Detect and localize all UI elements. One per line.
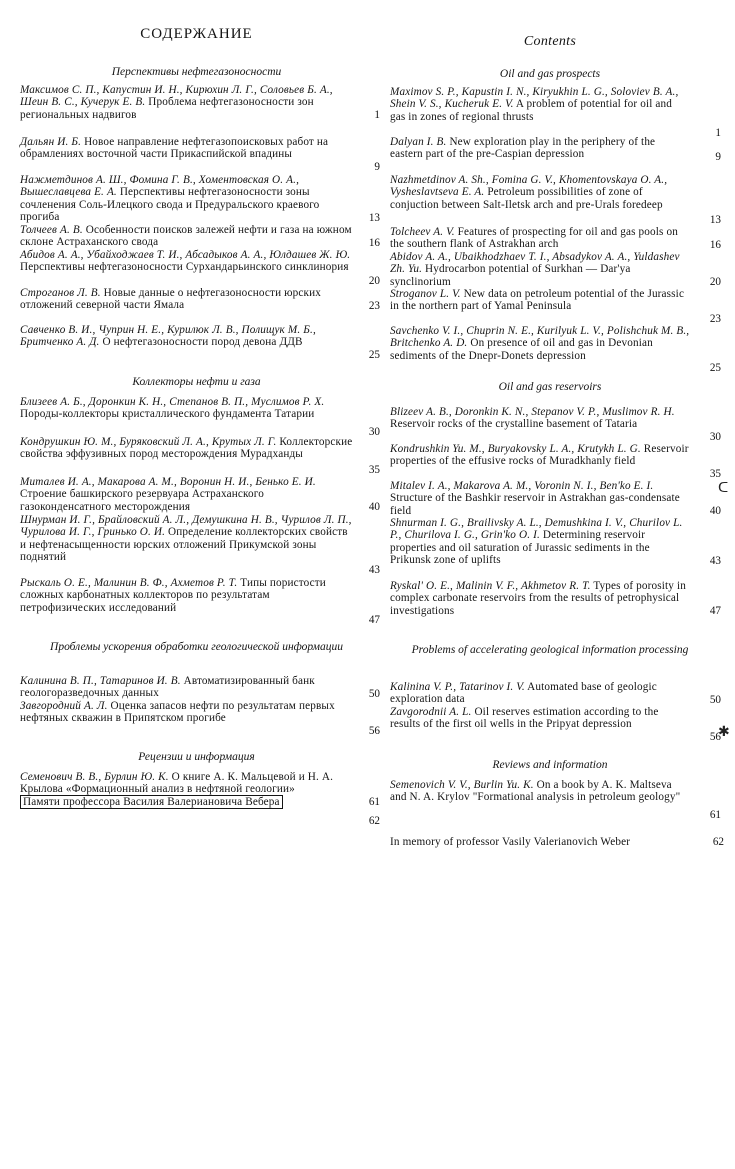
en-entry — [390, 136, 690, 161]
ru-entry — [20, 700, 353, 725]
en-entry-authors: Stroganov L. V. — [390, 288, 461, 300]
ru-entry-title: Строение башкирского резервуара Астраханского газоконденсатного месторождения — [20, 488, 264, 513]
en-entry-page: 13 — [709, 214, 721, 226]
ru-entry-authors: Толчеев А. В. — [20, 224, 83, 236]
ru-entry-title: Особенности поисков залежей нефти и газа на южном склоне Астраханского свода — [20, 224, 352, 249]
en-entry-authors: Dalyan I. B. — [390, 136, 447, 148]
ru-entry — [20, 514, 353, 564]
en-entry-title: Determining reservoir properties and oil saturation of Jurassic sediments in the Prikunsk zone of uplifts — [390, 529, 650, 567]
ru-entry-page: 9 — [374, 161, 380, 173]
ru-entry-title: Проблема нефтегазоносности зон региональных надвигов — [20, 96, 314, 121]
en-entry-authors: Blizeev A. B., Doronkin K. N., Stepanov V. P., Muslimov R. H. — [390, 406, 675, 418]
ru-entry — [20, 436, 353, 461]
en-section-title: Problems of accelerating geological information processing — [411, 644, 689, 656]
en-entry — [390, 86, 690, 123]
margin-mark-icon: ᑕ — [718, 481, 729, 496]
en-entry — [390, 580, 690, 617]
ru-entry-title: Оценка запасов нефти по результатам первых нефтяных скважин в Припятском прогибе — [20, 700, 335, 725]
en-entry — [390, 174, 690, 211]
ru-entry-page: 20 — [368, 275, 380, 287]
ru-entry-page: 62 — [368, 815, 380, 827]
ru-entry-authors: Максимов С. П., Капустин И. Н., Кирюхин Л. Г., Соловьев Б. А., Шеин В. С., Кучерук Е. В. — [20, 84, 333, 109]
en-entry-authors: Nazhmetdinov A. Sh., Fomina G. V., Khomentovskaya O. A., Vysheslavtseva E. A. — [390, 174, 668, 199]
ru-entry — [20, 577, 353, 614]
ru-entry — [20, 287, 353, 312]
ru-entry-title: Коллекторские свойства эффузивных пород месторождения Мурадханды — [20, 436, 353, 461]
ru-section-title: Проблемы ускорения обработки геологической информации — [50, 641, 343, 653]
en-entry — [390, 517, 690, 567]
en-entry-title: New exploration play in the periphery of the eastern part of the pre-Caspian depression — [390, 136, 656, 161]
ru-entry — [20, 396, 353, 421]
en-entry-authors: Abidov A. A., Ubaikhodzhaev T. I., Absadykov A. A., Yuldashev Zh. Yu. — [390, 251, 680, 276]
ru-entry-authors: Савченко В. И., Чуприн Н. Е., Курилюк Л. В., Полищук М. Б., Бритченко А. Д. — [20, 324, 316, 349]
ru-entry-page: 35 — [368, 464, 380, 476]
en-section-title: Oil and gas reservoirs — [498, 381, 602, 393]
ru-entry-page: 25 — [368, 349, 380, 361]
ru-entry-page: 30 — [368, 426, 380, 438]
en-entry — [390, 406, 690, 431]
margin-mark-icon: ✱ — [718, 725, 730, 740]
en-entry-page: 1 — [715, 127, 721, 139]
ru-entry-page: 16 — [368, 237, 380, 249]
en-entry-page: 20 — [709, 276, 721, 288]
en-entry-title: Petroleum possibilities of zone of conjuction between Salt-Iletsk arch and pre-Urals foredeep — [390, 186, 663, 211]
en-memorial-title: In memory of professor Vasily Valerianovich Weber — [390, 836, 631, 848]
ru-entry — [20, 476, 353, 513]
en-entry-title: Types of porosity in complex carbonate reservoirs from the results of petrophysical investigations — [390, 580, 687, 617]
en-entry-authors: Kondrushkin Yu. M., Buryakovsky L. A., Krutykh L. G. — [390, 443, 641, 455]
ru-entry — [20, 675, 353, 700]
ru-entry-authors: Близеев А. Б., Доронкин К. Н., Степанов В. П., Муслимов Р. Х. — [20, 396, 325, 408]
en-entry-page: 56 — [709, 731, 721, 743]
en-entry-page: 35 — [709, 468, 721, 480]
ru-entry-authors: Рыскаль О. Е., Малинин В. Ф., Ахметов Р. Т. — [20, 577, 238, 589]
en-entry-page: 16 — [709, 239, 721, 251]
ru-entry — [20, 84, 353, 121]
en-entry-authors: Mitalev I. A., Makarova A. M., Voronin N. I., Ben'ko E. I. — [390, 480, 654, 492]
ru-entry-title: Определение коллекторских свойств и нефтенасыщенности юрских отложений Прикумской зоны поднятий — [20, 526, 348, 564]
en-entry — [390, 226, 690, 251]
ru-entry-authors: Шнурман И. Г., Брайловский А. Л., Демушкина Н. В., Чурилов Л. П., Чурилова И. Г., Гринько О. И. — [20, 514, 352, 539]
en-entry-page: 43 — [709, 555, 721, 567]
ru-entry-page: 61 — [368, 796, 380, 808]
en-entry — [390, 779, 690, 804]
en-entry-page: 62 — [712, 836, 724, 848]
en-entry-title: A problem of potential for oil and gas in zones of regional thrusts — [390, 98, 673, 123]
ru-entry — [20, 249, 353, 274]
ru-entry-title: Новое направление нефтегазопоисковых работ на обрамлениях восточной части Прикаспийской впадины — [20, 136, 329, 161]
ru-entry-title: Типы пористости сложных карбонатных коллекторов по результатам петрофизических исследований — [20, 577, 326, 614]
ru-entry-page: 43 — [368, 564, 380, 576]
en-entry-authors: Maximov S. P., Kapustin I. N., Kiryukhin L. G., Soloviev B. A., Shein V. S., Kucheruk E. V. — [390, 86, 679, 111]
ru-entry-authors: Нажметдинов А. Ш., Фомина Г. В., Хоментовская О. А., Вышеславцева Е. А. — [20, 174, 300, 199]
ru-entry-authors: Кондрушкин Ю. М., Буряковский Л. А., Крутых Л. Г. — [20, 436, 277, 448]
ru-entry — [20, 324, 353, 349]
en-entry — [390, 288, 690, 313]
en-entry-title: New data on petroleum potential of the Jurassic in the northern part of Yamal Peninsula — [390, 288, 685, 313]
en-entry-authors: Savchenko V. I., Chuprin N. E., Kurilyuk L. V., Polishchuk M. B., Britchenko A. D. — [390, 325, 690, 350]
en-entry-page: 25 — [709, 362, 721, 374]
en-entry — [390, 706, 690, 731]
ru-entry-authors: Миталев И. А., Макарова А. М., Воронин Н. И., Бенько Е. И. — [20, 476, 316, 488]
en-entry — [390, 251, 690, 288]
ru-entry — [20, 224, 353, 249]
en-entry-authors: Semenovich V. V., Burlin Yu. K. — [390, 779, 534, 791]
en-entry-page: 47 — [709, 605, 721, 617]
en-entry-title: On a book by A. K. Maltseva and N. A. Krylov "Formational analysis in petroleum geology" — [390, 779, 681, 804]
en-entry-title: Structure of the Bashkir reservoir in Astrakhan gas-condensate field — [390, 492, 680, 517]
ru-section-title: Коллекторы нефти и газа — [132, 376, 261, 388]
ru-entry — [20, 136, 353, 161]
ru-entry-authors: Строганов Л. В. — [20, 287, 101, 299]
ru-entry-title: Новые данные о нефтегазоносности юрских отложений северной части Ямала — [20, 287, 321, 312]
en-entry — [390, 443, 690, 468]
ru-entry-authors: Абидов А. А., Убайходжаев Т. И., Абсадыков А. А., Юлдашев Ж. Ю. — [20, 249, 351, 261]
ru-entry-page: 40 — [368, 501, 380, 513]
ru-entry-title: О книге А. К. Мальцевой и Н. А. Крылова «Формационный анализ в нефтяной геологии» — [20, 771, 334, 796]
en-entry — [390, 480, 690, 517]
ru-entry-authors: Завгородний А. Л. — [20, 700, 108, 712]
ru-entry-authors: Калинина В. П., Татаринов И. В. — [20, 675, 181, 687]
en-entry — [390, 681, 690, 706]
en-entry-title: Oil reserves estimation according to the results of the first oil wells in the Pripyat depression — [390, 706, 659, 731]
ru-entry-title: Породы-коллекторы кристаллического фундамента Татарии — [20, 408, 315, 421]
en-section-title: Oil and gas prospects — [499, 68, 601, 80]
en-entry-page: 50 — [709, 694, 721, 706]
ru-entry-page: 23 — [368, 300, 380, 312]
ru-entry-title: О нефтегазоносности пород девона ДДВ — [102, 336, 303, 349]
en-entry-title: Features of prospecting for oil and gas pools on the southern flank of Astrakhan arch — [390, 226, 678, 251]
ru-entry-authors: Дальян И. Б. — [20, 136, 82, 148]
en-entry-authors: Ryskal' O. E., Malinin V. F., Akhmetov R. T. — [390, 580, 591, 592]
en-entry — [390, 325, 690, 362]
ru-entry-title: Перспективы нефтегазоносности Сурхандарьинского синклинория — [20, 261, 349, 274]
en-entry-authors: Zavgorodnii A. L. — [390, 706, 472, 718]
en-entry-title: Hydrocarbon potential of Surkhan — Dar'ya synclinorium — [390, 263, 631, 288]
ru-entry-page: 56 — [368, 725, 380, 737]
en-entry-title: Automated base of geologic exploration data — [390, 681, 657, 706]
ru-entry-memorial — [20, 796, 320, 808]
ru-entry-title: Перспективы нефтегазоносности зоны сочленения Соль-Илецкого свода и Предуральского краевого прогиба — [20, 186, 320, 224]
ru-entry — [20, 174, 353, 224]
ru-memorial-title: Памяти профессора Василия Валериановича Вебера — [20, 795, 283, 809]
ru-entry-page: 13 — [368, 212, 380, 224]
en-entry-title: Reservoir properties of the effusive rocks of Muradkhanly field — [390, 443, 689, 468]
en-entry-authors: Tolcheev A. V. — [390, 226, 455, 238]
en-entry-authors: Kalinina V. P., Tatarinov I. V. — [390, 681, 525, 693]
ru-entry — [20, 771, 353, 796]
en-entry-page: 30 — [709, 431, 721, 443]
russian-heading: СОДЕРЖАНИЕ — [140, 26, 253, 42]
ru-entry-title: Автоматизированный банк геологоразведочных данных — [20, 675, 315, 700]
ru-section-title: Рецензии и информация — [138, 751, 255, 763]
en-entry-authors: Shnurman I. G., Brailivsky A. L., Demushkina I. V., Churilov L. P., Churilova I. G., Grin'ko O. I. — [390, 517, 683, 542]
en-entry-memorial — [390, 836, 720, 848]
ru-entry-page: 47 — [368, 614, 380, 626]
en-entry-page: 40 — [709, 505, 721, 517]
en-entry-title: On presence of oil and gas in Devonian sediments of the Dnepr-Donets depression — [390, 337, 653, 362]
en-entry-page: 61 — [709, 809, 721, 821]
english-heading: Contents — [523, 34, 577, 49]
en-entry-page: 9 — [715, 151, 721, 163]
en-entry-title: Reservoir rocks of the crystalline basement of Tataria — [390, 418, 638, 431]
ru-entry-authors: Семенович В. В., Бурлин Ю. К. — [20, 771, 169, 783]
ru-entry-page: 50 — [368, 688, 380, 700]
en-entry-page: 23 — [709, 313, 721, 325]
en-section-title: Reviews and information — [492, 759, 608, 771]
ru-entry-page: 1 — [374, 109, 380, 121]
ru-section-title: Перспективы нефтегазоносности — [111, 66, 282, 78]
